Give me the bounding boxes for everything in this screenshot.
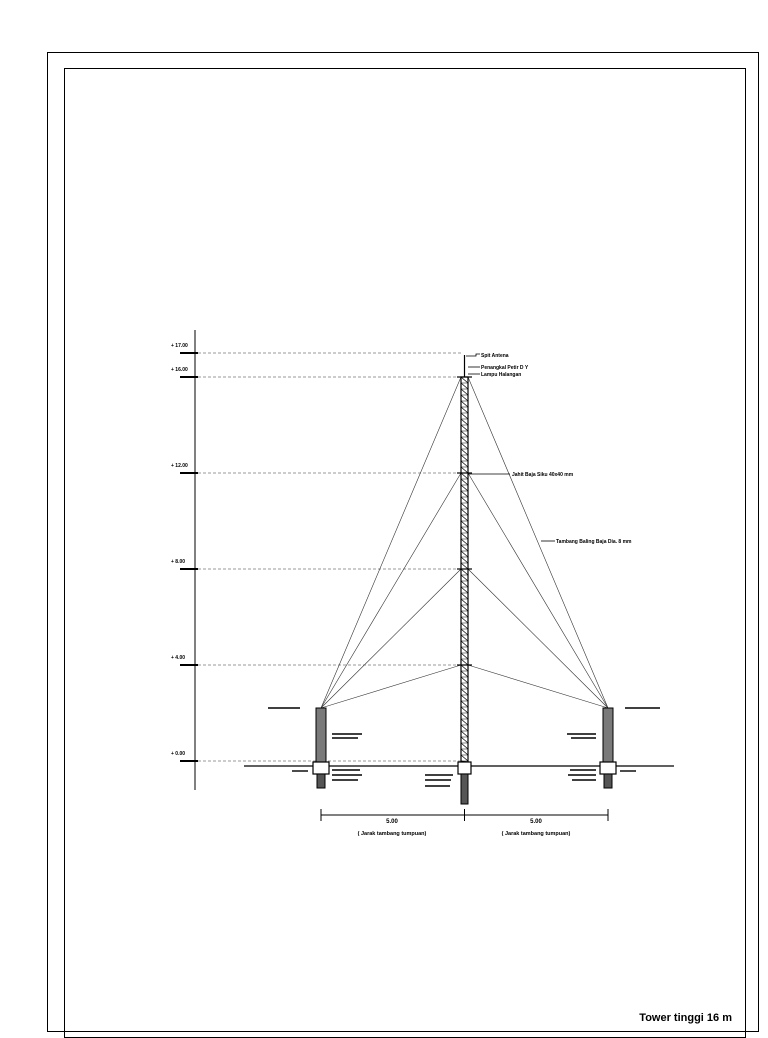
guy-wire-right — [468, 665, 608, 708]
callout-spit-antena: Spit Antena — [481, 353, 509, 359]
tower-mast — [458, 355, 471, 804]
guy-wire-right — [468, 473, 608, 708]
guy-wire-left — [321, 473, 461, 708]
elevation-marker — [171, 367, 461, 377]
elevation-label: + 4.00 — [171, 655, 186, 661]
guy-wire-right — [468, 569, 608, 708]
elevation-marker — [171, 463, 461, 473]
guy-wire-left — [321, 377, 461, 708]
elevation-marker — [171, 559, 461, 569]
elevation-marker — [171, 343, 461, 353]
elevation-label: + 16.00 — [171, 367, 188, 373]
mast-footing — [458, 762, 471, 774]
callout-leaders — [466, 354, 555, 541]
elevation-label: + 17.00 — [171, 343, 188, 349]
anchor-pier-right — [600, 708, 616, 788]
elevation-marker — [171, 655, 461, 665]
dimension-line — [321, 809, 608, 821]
callout-lampu: Lampu Halangan — [481, 372, 522, 378]
elevation-levels — [171, 343, 461, 761]
callout-penangkal-petir: Penangkal Petir D Y — [481, 365, 529, 371]
dimension-left-note: ( Jarak tambang tumpuan) — [357, 831, 427, 837]
mast-foundation-pile — [461, 774, 468, 804]
guy-wire-left — [321, 665, 461, 708]
dimension-right-note: ( Jarak tambang tumpuan) — [501, 831, 571, 837]
elevation-label: + 8.00 — [171, 559, 186, 565]
elevation-label: + 12.00 — [171, 463, 188, 469]
drawing-title: Tower tinggi 16 m — [639, 1012, 732, 1024]
guy-wire-left — [321, 569, 461, 708]
elevation-label: + 0.00 — [171, 751, 186, 757]
callout-jahit-baja: Jahit Baja Siku 40x40 mm — [512, 472, 574, 478]
dimension-right-value: 5.00 — [530, 819, 542, 825]
dimension-left-value: 5.00 — [386, 819, 398, 825]
anchor-pier-left — [313, 708, 329, 788]
callout-tambang-baling: Tambang Baling Baja Dia. 8 mm — [556, 539, 632, 545]
